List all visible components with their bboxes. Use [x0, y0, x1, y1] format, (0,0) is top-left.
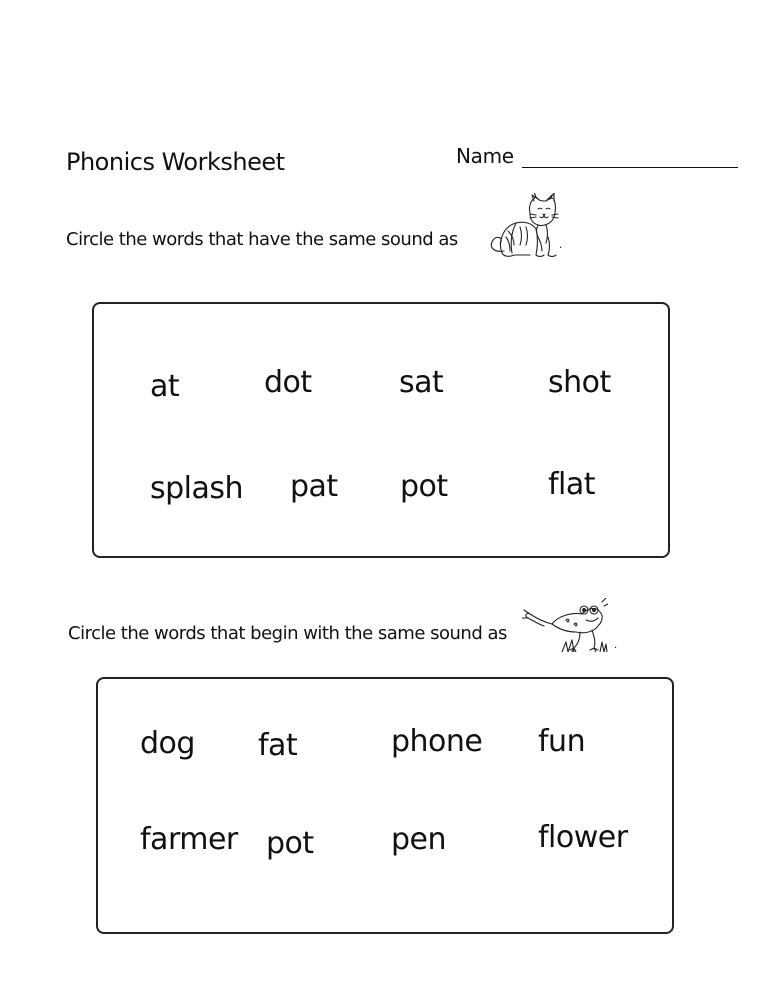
- name-label: Name: [456, 144, 514, 168]
- word-shot[interactable]: shot: [548, 365, 611, 400]
- cat-icon: [486, 193, 562, 263]
- worksheet-title: Phonics Worksheet: [66, 148, 285, 176]
- section2-instruction: Circle the words that begin with the same sound as: [68, 623, 507, 644]
- word-sat[interactable]: sat: [399, 365, 444, 400]
- word-flat[interactable]: flat: [548, 467, 596, 502]
- word-dot[interactable]: dot: [264, 365, 312, 400]
- word-fun[interactable]: fun: [538, 724, 586, 759]
- section2-trailing-mark: .: [614, 640, 618, 651]
- word-dog[interactable]: dog: [140, 726, 195, 761]
- section1-instruction: Circle the words that have the same sound as: [66, 229, 458, 250]
- section1-trailing-mark: .: [559, 240, 563, 251]
- section1-word-box: [92, 302, 670, 558]
- word-at[interactable]: at: [150, 369, 180, 404]
- word-phone[interactable]: phone: [391, 724, 483, 759]
- section2-word-box: [96, 677, 674, 934]
- frog-icon: [522, 598, 608, 652]
- word-farmer[interactable]: farmer: [140, 822, 238, 857]
- word-fat[interactable]: fat: [258, 728, 298, 763]
- word-pot[interactable]: pot: [266, 826, 314, 861]
- word-flower[interactable]: flower: [538, 820, 628, 855]
- word-pen[interactable]: pen: [391, 822, 447, 857]
- word-splash[interactable]: splash: [150, 471, 244, 506]
- word-pot[interactable]: pot: [400, 469, 448, 504]
- word-pat[interactable]: pat: [290, 469, 338, 504]
- name-blank-line: [522, 167, 738, 168]
